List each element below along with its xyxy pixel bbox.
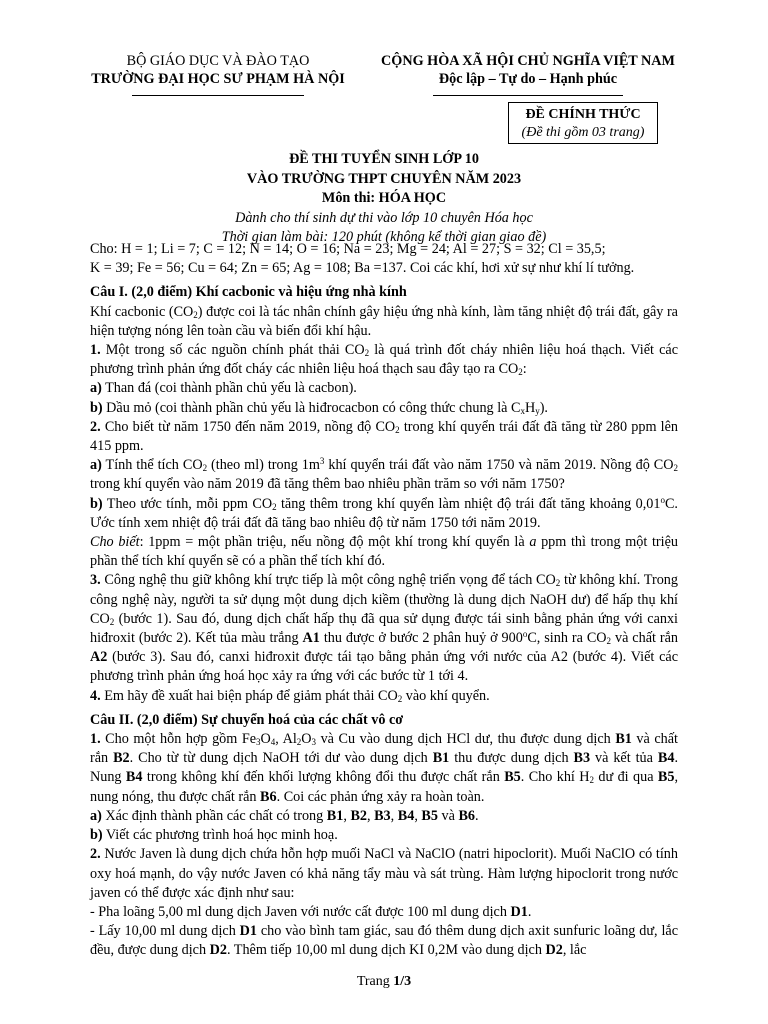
country-name: CỘNG HÒA XÃ HỘI CHỦ NGHĨA VIỆT NAM [381,53,675,69]
page-footer: Trang 1/3 [356,974,412,989]
s2-step1: - Pha loãng 5,00 ml dung dịch Javen với nước cất được 100 ml dung dịch D1. [90,903,532,920]
exam-title-line1: ĐỀ THI TUYỂN SINH LỚP 10 [289,151,479,167]
header-left [78,52,358,96]
pages-note: (Đề thi gồm 03 trang) [521,125,645,140]
s1-question1a: a) Than đá (coi thành phần chủ yếu là cacbon). [90,380,357,397]
s1-question2: 2. Cho biết từ năm 1750 đến năm 2019, nồng độ $CO_2$ trong khí quyển trái đất đã tăng từ 280 ppm lên 415 ppm. [90,418,678,455]
section1-heading: Câu I. (2,0 điểm) Khí cacbonic và hiệu ứng nhà kính [90,284,407,301]
exam-title-block [88,150,680,248]
header-right-rule [433,95,623,96]
exam-body [90,240,678,961]
university-name: TRƯỜNG ĐẠI HỌC SƯ PHẠM HÀ NỘI [91,71,345,87]
ministry-name: BỘ GIÁO DỤC VÀ ĐÀO TẠO [126,53,310,69]
national-motto: Độc lập – Tự do – Hạnh phúc [438,71,618,87]
official-box [508,102,658,144]
s2-step2: - Lấy 10,00 ml dung dịch D1 cho vào bình tam giác, sau đó thêm dung dịch axit sunfuric loãng dư, lắc đều, được dung dịch D2. Thêm tiếp 10,00 ml dung dịch KI 0,2M vào dung dịch D2, lắc [90,923,678,959]
given-line1: Cho: H = 1; Li = 7; C = 12; N = 14; O = 16; Na = 23; Mg = 24; Al = 27; S = 32; Cl = 35,5; [90,241,606,257]
s2-question1: 1. Cho một hỗn hợp gồm $Fe_3O_4$, $Al_2O_3$ và Cu vào dung dịch HCl dư, thu được dung dịch B1 và chất rắn B2. Cho từ từ dung dịch NaOH tới dư vào dung dịch B1 thu được dung dịch B3 và kết tủa B4. Nung B4 trong không khí đến khối lượng không đổi thu được chất rắn B5. Cho khí $H_2$ dư đi qua B5, nung nóng, thu được chất rắn B6. Coi các phản ứng xảy ra hoàn toàn. [90,731,678,805]
s1-question3: 3. Công nghệ thu giữ không khí trực tiếp là một công nghệ triển vọng để tách $CO_2$ từ không khí. Trong công nghệ này, người ta sử dụng một dung dịch kiềm (thường là dung dịch NaOH dư) để hấp thụ khí $CO_2$ (bước 1). Sau đó, dung dịch chất hấp thụ đã qua sử dụng được tái sinh bằng phản ứng với canxi hiđroxit (bước 2). Kết tủa màu trắng A1 thu được ở bước 2 phân huỷ ở 900$^o$C, sinh ra $CO_2$ và chất rắn A2 (bước 3). Sau đó, canxi hiđroxit được tái tạo bằng phản ứng với nước của A2 (bước 4). Viết các phương trình phản ứng hoá học xảy ra ứng với các bước từ 1 tới 4. [90,572,678,685]
header-left-rule [132,95,304,96]
s1-question1b: b) Dầu mỏ (coi thành phần chủ yếu là hiđrocacbon có công thức chung là $C_xH_y$). [90,399,548,416]
s2-question2: 2. Nước Javen là dung dịch chứa hỗn hợp muối NaCl và NaClO (natri hipoclorit). Muối NaClO có tính oxy hoá mạnh, do vậy nước Javen có khả năng tẩy màu và sát trùng. Hàm lượng hipoclorit trong nước javen có thể được xác định như sau: [90,846,678,901]
exam-subject: Môn thi: HÓA HỌC [321,190,447,207]
official-label: ĐỀ CHÍNH THỨC [525,107,641,122]
section2-heading: Câu II. (2,0 điểm) Sự chuyển hoá của các chất vô cơ [90,711,404,728]
exam-audience: Dành cho thí sinh dự thi vào lớp 10 chuyên Hóa học [235,209,533,226]
given-line2: K = 39; Fe = 56; Cu = 64; Zn = 65; Ag = 108; Ba =137. Coi các khí, hơi xử sự như khí lí tưởng. [90,260,635,277]
s2-question1b: b) Viết các phương trình hoá học minh hoạ. [90,827,338,844]
s1-question1: 1. Một trong số các nguồn chính phát thải $CO_2$ là quá trình đốt cháy nhiên liệu hoá thạch. Viết các phương trình phản ứng đốt cháy các nhiên liệu hoá thạch sau đây tạo ra $CO_2$: [90,342,679,378]
exam-time: Thời gian làm bài: 120 phút (không kể thời gian giao đề) [221,229,547,246]
section1-intro: Khí cacbonic $(CO_2)$ được coi là tác nhân chính gây hiệu ứng nhà kính, làm tăng nhiệt độ trái đất, gây ra hiện tượng nóng lên toàn cầu và biến đổi khí hậu. [90,303,678,339]
s2-question1a: a) Xác định thành phần các chất có trong B1, B2, B3, B4, B5 và B6. [90,807,479,824]
s1-question2a: a) Tính thể tích $CO_2$ (theo ml) trong $1m^3$ khí quyển trái đất vào năm 1750 và năm 2019. Nồng độ $CO_2$ trong khí quyển vào năm 2019 đã tăng thêm bao nhiêu phần trăm so với năm 1750? [90,456,678,493]
s1-question2b: b) Theo ước tính, mỗi ppm $CO_2$ tăng thêm trong khí quyển làm nhiệt độ trái đất tăng khoảng 0,01$^o$C. Ước tính xem nhiệt độ trái đất đã tăng bao nhiêu độ từ năm 1750 tới năm 2019. [90,494,678,531]
s1-note: Cho biết: 1ppm = một phần triệu, nếu nồng độ một khí trong khí quyển là a ppm thì trong một triệu phần thể tích khí quyển sẽ có a phần thể tích khí đó. [90,534,678,570]
exam-title-line2: VÀO TRƯỜNG THPT CHUYÊN NĂM 2023 [246,170,522,187]
header-right [360,52,696,96]
s1-question4: 4. Em hãy đề xuất hai biện pháp để giảm phát thải $CO_2$ vào khí quyển. [90,687,490,704]
